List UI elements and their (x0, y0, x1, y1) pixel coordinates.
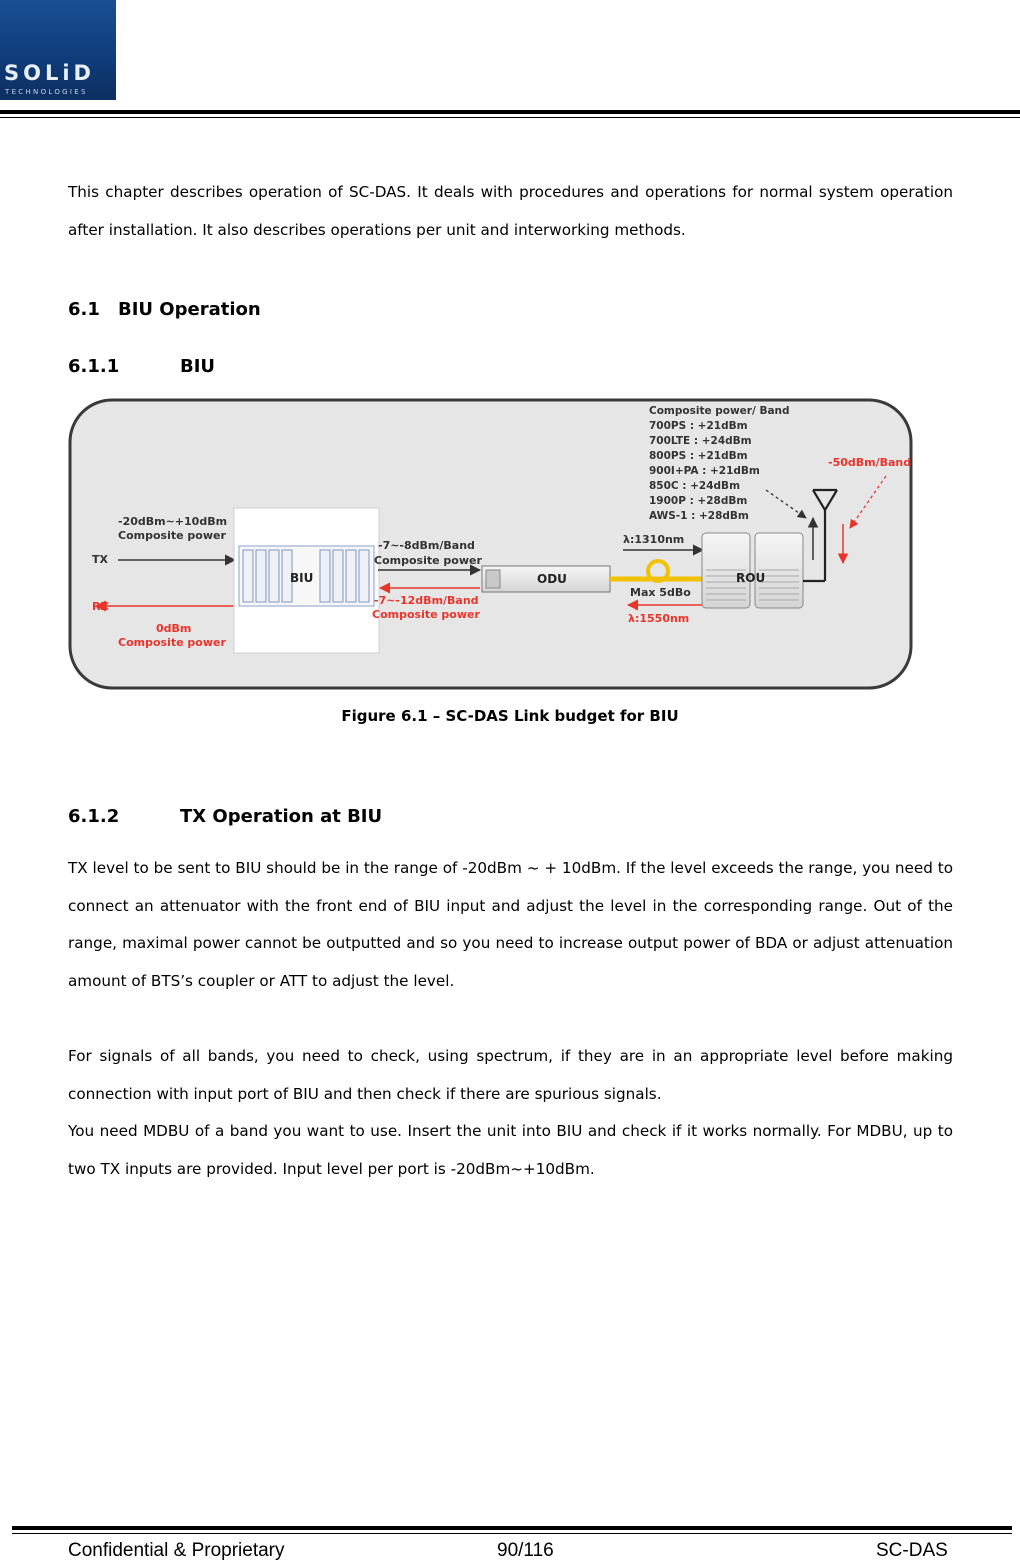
composite-title: Composite power/ Band (649, 405, 790, 417)
footer-rule (12, 1526, 1012, 1530)
composite-item: 900I+PA : +21dBm (649, 465, 760, 477)
rx-level-label: 0dBm (156, 622, 192, 635)
section-heading (68, 299, 261, 320)
footer-rule-thin (12, 1533, 1012, 1534)
fwd-level-sub-label: Composite power (374, 554, 482, 567)
composite-item: 700LTE : +24dBm (649, 435, 752, 447)
link-budget-diagram (68, 398, 913, 690)
biu-label: BIU (290, 571, 314, 585)
subsection-heading-tx (68, 806, 382, 827)
rev-level-label: -7~-12dBm/Band (374, 594, 479, 607)
lambda-rx-label: λ:1550nm (628, 612, 690, 625)
rev-level-sub-label: Composite power (372, 608, 480, 621)
subsection-number: 6.1.2 (68, 806, 120, 827)
ant-level-label: -50dBm/Band (828, 456, 912, 469)
body-paragraph-mdbu: You need MDBU of a band you want to use. Insert the unit into BIU and check if it works normally. For MDBU, up to two TX inputs are provided. Input level per port is -20dBm~+10dBm. (68, 1122, 953, 1178)
tx-level-label: -20dBm~+10dBm (118, 515, 228, 528)
figure-caption: Figure 6.1 – SC-DAS Link budget for BIU (341, 707, 679, 725)
fwd-level-label: -7~-8dBm/Band (378, 539, 475, 552)
tx-label: TX (92, 553, 108, 566)
composite-item: 850C : +24dBm (649, 480, 741, 492)
max-loss-label: Max 5dBo (630, 586, 691, 599)
section-title: BIU Operation (118, 299, 261, 320)
composite-item: 1900P : +28dBm (649, 495, 748, 507)
logo-subtitle: TECHNOLOGIES (5, 88, 88, 96)
subsection-title: TX Operation at BIU (180, 806, 383, 827)
lambda-tx-label: λ:1310nm (623, 533, 685, 546)
footer-product: SC-DAS (876, 1540, 948, 1561)
company-logo (0, 0, 116, 100)
body-paragraph-tx-level: TX level to be sent to BIU should be in the range of -20dBm ~ + 10dBm. If the level exceeds the range, you need to connect an attenuator with the front end of BIU input and adjust the level in the corresponding range. Out of the range, maximal power cannot be outputted and so you need to increase output power of BDA or adjust attenuation amount of BTS’s coupler or ATT to adjust the level. (68, 859, 953, 991)
intro-paragraph: This chapter describes operation of SC-DAS. It deals with procedures and operations for normal system operation after installation. It also describes operations per unit and interworking methods. (68, 183, 953, 239)
subsection-heading-biu (68, 356, 215, 377)
footer-confidential: Confidential & Proprietary (68, 1540, 285, 1561)
header-rule-thin (0, 117, 1020, 118)
footer-page-number: 90/116 (497, 1540, 554, 1561)
subsection-number: 6.1.1 (68, 356, 120, 377)
rx-label: RX (92, 600, 109, 613)
logo-wordmark: SOLiD (4, 61, 95, 85)
section-number: 6.1 (68, 299, 100, 320)
tx-level-sub-label: Composite power (118, 529, 226, 542)
rx-level-sub-label: Composite power (118, 636, 226, 649)
header-rule (0, 110, 1020, 114)
link-budget-figure (68, 398, 913, 690)
subsection-title: BIU (180, 356, 216, 377)
rou-label: ROU (736, 571, 766, 585)
body-paragraph-signals: For signals of all bands, you need to check, using spectrum, if they are in an appropriate level before making connection with input port of BIU and then check if there are spurious signals. (68, 1047, 953, 1103)
composite-item: 800PS : +21dBm (649, 450, 748, 462)
composite-item: AWS-1 : +28dBm (649, 510, 749, 522)
odu-label: ODU (537, 572, 567, 586)
composite-item: 700PS : +21dBm (649, 420, 748, 432)
